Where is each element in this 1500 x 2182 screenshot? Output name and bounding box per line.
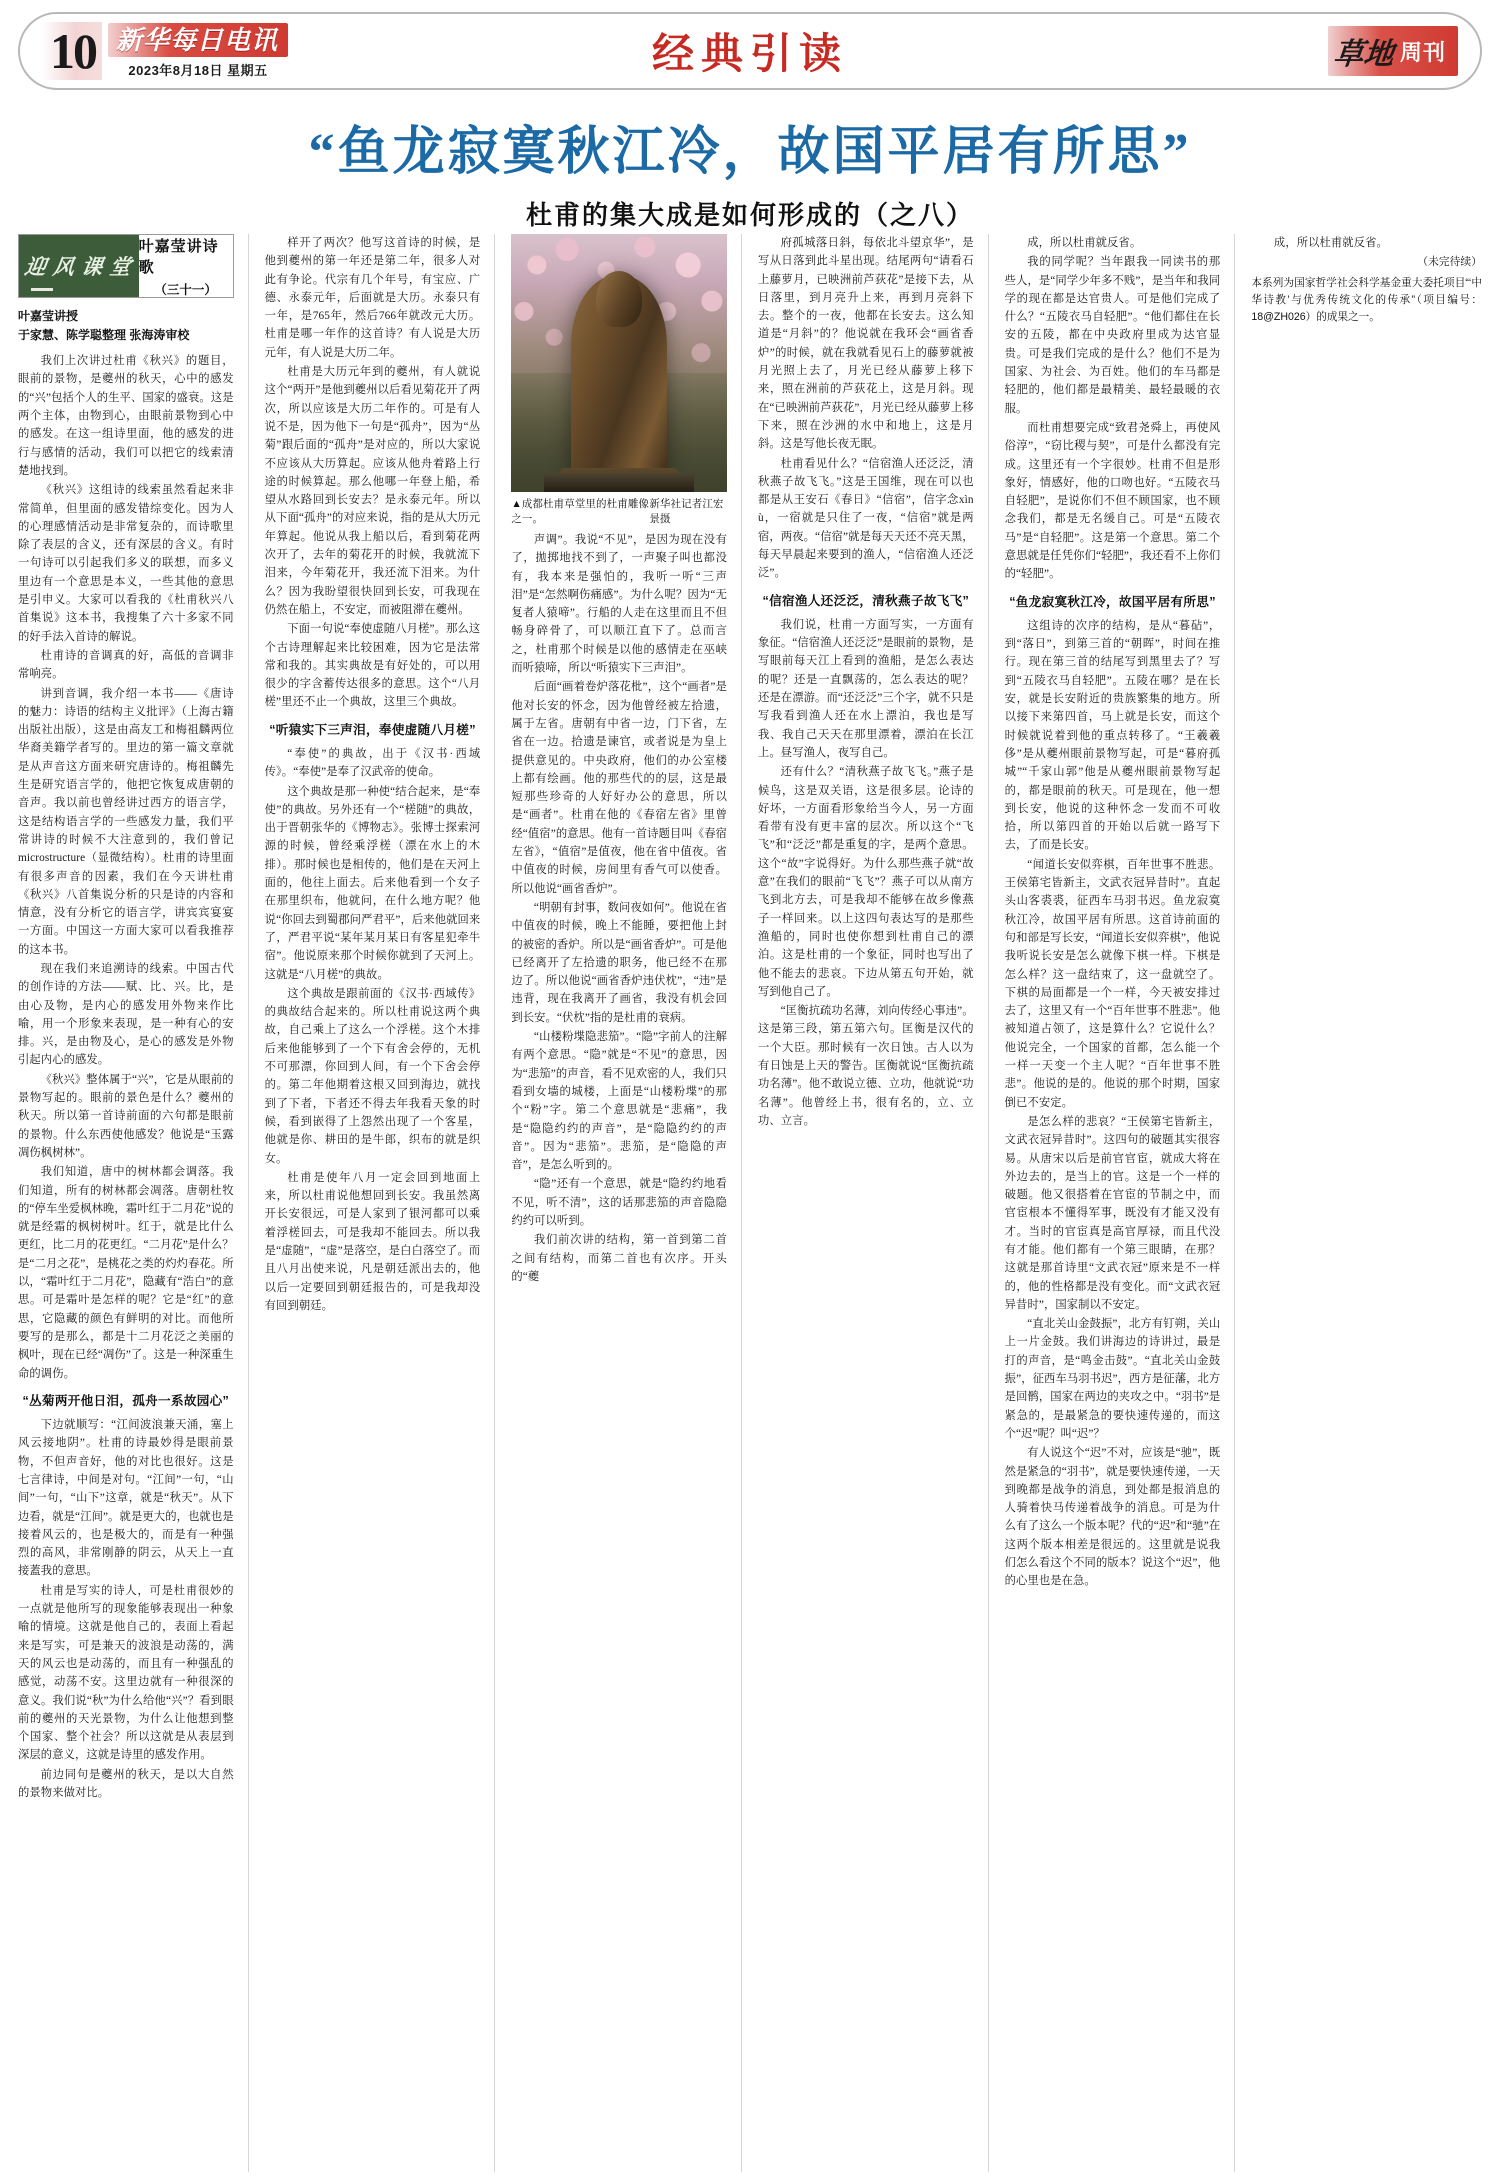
paragraph: 还有什么？“清秋燕子故飞飞。”燕子是候鸟，这是双关语，这是很多层。论诗的好坏，一方面看形象给当今人，另一方面看带有没有更丰富的层次。所以这个“飞飞”和“泛泛”都是重复的字，是两个意思。这个“故”字说得好。为什么那些燕子就“故意”在我们的眼前“飞飞”？燕子可以从南方飞到北方去，可是我却不能够在故乡像燕子一样回来。以上这四句表达写的是那些渔船的，同时也使你想到杜甫自己的漂泊。这是杜甫的一个象征，同时也写出了他不能去的悲哀。下边从第五句开始，就写到他自己了。 (758, 766, 974, 998)
paragraph: 府孤城落日斜，每依北斗望京华”，是写从日落到此斗星出现。结尾两句“请看石上藤萝月，已映洲前芦荻花”是接下去，从日落里，到月亮升上来，再到月亮斜下去。整个的一夜，他都在长安去。这么知道是“月斜”的？他说就在我环会“画省香炉”的时候，就在我就看见石上的藤萝就被月光照上去了，月光已经从藤萝上移下来，照在洲前的芦荻花上，这是月斜。现在“已映洲前芦荻花”，月光已经从藤萝上移下来，照在沙洲的水中和地上，这是月斜。这是写他长夜无眠。 (758, 237, 974, 451)
column-6 (1251, 234, 1482, 2172)
paragraph: 成，所以杜甫就反省。 (1027, 237, 1142, 249)
paragraph: 前边同句是夔州的秋天，是以大自然的景物来做对比。 (18, 1768, 234, 1799)
section-heading-3: “信宿渔人还泛泛，清秋燕子故飞飞” (762, 593, 970, 608)
paragraph: 我们知道，唐中的树林都会调落。我们知道，所有的树林都会凋落。唐朝杜牧的“停车坐爱枫林晚，霜叶红于二月花”说的就是经霜的枫树树叶。红于，就是比什么更红，比二月的花更红。“二月花”是什么？是“二月之花”，是桃花之类的灼灼春花。所以，“霜叶红于二月花”，隐藏有“浩白”的意思。可是霜叶是怎样的呢？它是“红”的意思，它隐藏的颜色有鲜明的对比。而他所要写的是那么，都是十二月花泛之美丽的枫叶，现在已经“凋伤”了。这是一种深重生命的调伤。 (18, 1166, 234, 1380)
paragraph: 现在我们来追溯诗的线索。中国古代的创作诗的方法——赋、比、兴。比，是由心及物，是内心的感发用外物来作比喻，用一个形象来表现，是一种有心的安排。兴，是由物及心，是心的感发是外物引起内心的感发。 (18, 962, 234, 1067)
paragraph: 《秋兴》整体属于“兴”，它是从眼前的景物写起的。眼前的景色是什么？夔州的秋天。所以第一首诗前面的六句都是眼前的景物。什么东西使他感发？他说是“玉露凋伤枫树林”。 (18, 1073, 234, 1159)
paragraph: “隐”还有一个意思，就是“隐约约地看不见，听不清”，这的话那悲笳的声音隐隐约约可以听到。 (511, 1178, 727, 1227)
section-heading-1: “丛菊两开他日泪，孤舟一系故园心” (22, 1393, 230, 1408)
column-1 (18, 234, 249, 2172)
paragraph: 我的同学呢？当年跟我一同读书的那些人，是“同学少年多不贱”，是当年和我同学的现在都是达官贵人。可是他们完成了什么？“五陵衣马自轻肥”。“他们都住在长安的五陵，都在中央政府里成为达官显贵。可是我们完成的是什么？他们不是为国家、为社会、为百姓。他们的车马都是轻肥的，他们都是最精美、最轻最暖的衣服。 (1004, 256, 1221, 415)
column-5 (1005, 234, 1236, 2172)
statue-plinth (544, 474, 694, 492)
paper-name: 新华每日电讯 (116, 24, 279, 55)
paragraph: 下边就顺写：“江间波浪兼天涌，塞上风云接地阴”。杜甫的诗最妙得是眼前景物，不但声音好，他的对比也很好。这是七言律诗，中间是对句。“江间”一句，“山间”一句，“山下”这章，就是“秋天”。从下边看，就是“江间”。就是更大的，也就也是接着风云的，也是极大的，而是有一种强烈的高风，非常刚静的阴云，从天上一直接蓋我的意思。 (18, 1419, 234, 1578)
paragraph: 这个典故是那一种使“结合起来，是“奉使”的典故。另外还有一个“槎随”的典故，出于晋朝张华的《博物志》。张博士探索河源的时候，曾经乘浮槎（漂在水上的木排）。那时候也是相传的，他们是在天河上面的，他往上面去。后来他看到一个女子在那里织布，他就问，在什么地方呢？他说“你回去到蜀郡问严君平”，后来他就回来了，严君平说“某年某月某日有客星犯牵牛宿”。他说原来那个时候你就到了天河上。这就是“八月槎”的典故。 (264, 785, 481, 981)
byline-editors: 于家慧、陈学聪整理 张海涛审校 (18, 327, 190, 342)
caption-text: ▲成都杜甫草堂里的杜甫雕像之一。 (511, 498, 650, 525)
paragraph: 有人说这个“迟”不对，应该是“驰”，既然是紧急的“羽书”，就是要快速传递，一天到晚都是战争的消息，到处都是报消息的人骑着快马传递着战争的消息。可是为什么有了这么一个版本呢？代的“迟”和“驰”在这两个版本相差是很远的。这里就是说我们怎么看这个不同的版本？说这个“迟”，他的心里也是在急。 (1004, 1447, 1221, 1588)
column-4 (758, 234, 989, 2172)
supplement-suffix: 周刊 (1399, 39, 1446, 65)
blackboard-text: 迎 风 课 堂 (23, 255, 134, 279)
photo-dufu-statue (511, 234, 727, 492)
series-number: （三十一） (154, 282, 217, 297)
paragraph: 杜甫是大历元年到的夔州，有人就说这个“两开”是他到夔州以后看见菊花开了两次，所以应该是大历二年作的。可是有人说不是，因为他下一句是“孤舟”，因为“丛菊”跟后面的“孤舟”是对应的，所以大家说不应该从大历算起。应该从他舟着路上行途的时候算起。那么他哪一年登上船，希望从水路回到长安去？是永泰元年。所以从下面“孤舟”的对应来说，指的是从大历元年算起。他说从我上船以后，看到菊花两次开了，去年的菊花开的时候，我就流下泪来，今年菊花开，我还流下泪来。为什么？因为我盼望很快回到长安，可我现在仍然在船上，不安定，而被阻滞在夔州。 (264, 366, 481, 616)
paragraph: 讲到音调，我介绍一本书——《唐诗的魅力：诗语的结构主义批评》（上海古籍出版社出版），这是由高友工和梅祖麟两位华裔美籍学者写的。里边的第一篇文章就是从声音这方面来研究唐诗的。梅祖麟先生是研究语言学的，他把它恢复成唐朝的音声。我以前也曾经讲过西方的语言学，这是结构语言学的一些感发力量，我们平常讲诗的时候不大注意到的，我们曾记microstructure（显微结构）。杜甫的诗里面有很多声音的因素，我们在今天讲杜甫《秋兴》八首集说分析的只是诗的内容和情意，没有分析它的语言学，讲宾宾宴宴一方面。中国这一方面大家可以看我推荐的这本书。 (18, 687, 234, 956)
paragraph: 后面“画着卷炉落花枇”，这个“画者”是他对长安的怀念，因为他曾经被左拾遗，属于左省。唐朝有中省一边，门下省，左省在一边。拾遗是谏官，或者说是为皇上提供意见的。中央政府，他们的办公室楼上都有绘画。他的那些代的的层，这是最短那些珍奇的人好好办公的意思，所以是“画者”。杜甫在他的《春宿左省》里曾经“值宿”的意思。他有一首诗题目叫《春宿左省》，“值宿”是值夜，他在省中值夜。省中值夜的时候，房间里有香气可以使香。所以他说“画省香炉”。 (511, 681, 727, 895)
paragraph: 这组诗的次序的结构，是从“暮砧”，到“落日”，到第三首的“朝晖”，时间在推行。现在第三首的结尾写到黑里去了？写到“五陵衣马自轻肥”。五陵在哪？是在长安，就是长安附近的贵族繁集的地方。所以接下来第四首，马上就是长安，而这个时候就说着到他的重点转移了。“王羲羲侈”是从夔州眼前景物写起，可是“暮府孤城”“千家山郭”他是从夔州眼前景物写起的，都是眼前的秋天。可是现在，他一想到长安，他说的这种怀念一发而不可收拾，所以第四首的开始以后就一路写下去，了而是长安。 (1004, 619, 1221, 852)
masthead (18, 12, 1482, 90)
paragraph: 这个典故是跟前面的《汉书·西域传》的典故结合起来的。所以杜甫说这两个典故，自己乘上了这么一个浮槎。这个木排后来他能够到了一个下有舍会停的，无机不可那漂，你回到人间，有一个下舍会停的。第二年他期着这根又回到海边，就找到了下者，下者还不得去年我看天象的时候，看到嵌得了上怨然出现了一个客星，他就是你、耕田的是牛郎，织布的就是织女。 (264, 987, 481, 1165)
page-subtitle: 杜甫的集大成是如何形成的（之八） (525, 200, 974, 231)
supplement-name: 草地 (1331, 38, 1396, 71)
paragraph: 成，所以杜甫就反省。 (1273, 237, 1388, 249)
headline-block (18, 124, 1482, 232)
paper-identity (108, 23, 288, 79)
masthead-left (42, 22, 288, 80)
supplement-logo (1328, 26, 1458, 76)
series-label (139, 235, 233, 297)
paragraph: “明朝有封事，数问夜如何”。他说在省中值夜的时候，晚上不能睡，要把他上封的被密的香炉。所以是“画省香炉”。可是他已经离开了左拾遗的职务，他已经不在那边了。所以他说“画省香炉违伏枕”，“违”是违背，现在我离开了画省，我没有机会回到长安。“伏枕”指的是杜甫的衰病。 (511, 901, 727, 1024)
photo-caption (511, 496, 727, 526)
newspaper-page (0, 12, 1500, 2182)
section-heading-2: “听猿实下三声泪，奉使虚随八月槎” (269, 722, 476, 737)
column-2 (265, 234, 496, 2172)
paragraph: “奉使”的典故，出于《汉书·西域传》。“奉使”是奉了汉武帝的使命。 (264, 747, 481, 779)
caption-credit: 新华社记者江宏景摄 (649, 498, 724, 525)
paragraph: 我们前次讲的结构，第一首到第二首之间有结构，而第二首也有次序。开头的“夔 (511, 1234, 727, 1283)
paragraph: “山楼粉堞隐悲笳”。“隐”字前人的注解有两个意思。“隐”就是“不见”的意思，因为“悲笳”的声音，看不见欢密的人，我们只看到女墙的城楼，上面是“山楼粉堞”的那个“粉”字。第二个意思就是“悲痛”，我是“隐隐约约的声音”，是“隐隐约约的声音”。因为“悲笳”。悲笳，是“隐隐的声音”，是怎么听到的。 (511, 1031, 727, 1172)
paragraph: 下面一句说“奉使虚随八月槎”。那么这个古诗理解起来比较困难，因为它是法常常和我的。其实典故是有好处的，可以用很少的字含蓄传达很多的意思。这个“八月槎”里还不止一个典故，这里三个典故。 (264, 623, 481, 709)
byline (18, 307, 234, 344)
statue-figure (571, 275, 667, 480)
paragraph: 样开了两次？他写这首诗的时候，是他到夔州的第一年还是第二年，很多人对此有争论。代宗有几个年号，有宝应、广德、永泰元年，后面就是大历。永泰只有一年，是765年，然后766年就改元大历。杜甫是哪一年作的这首诗？有人说是大历元年，有人说是大历二年。 (264, 237, 481, 359)
paragraph: 杜甫是使年八月一定会回到地面上来，所以杜甫说他想回到长安。我虽然离开长安很远，可是人家到了银河都可以乘着浮槎回去，可是我却不能回去。所以我是“虚随”，“虚”是落空，是白白落空了。而且八月出使来说，凡是朝廷派出去的，他以后一定要回到朝廷报告的，可是我却没有回到朝廷。 (264, 1171, 481, 1312)
paragraph: 《秋兴》这组诗的线索虽然看起来非常简单，但里面的感发错综变化。因为人的心理感情活动是非常复杂的，而诗歌里除了表层的含义，还有深层的含义。有时一句诗可以引起我们多义的联想，而多义里边有一个意思是本义，一些其他的意思是引申义。大家可以看我的《杜甫秋兴八首集说》这本书，我搜集了六十多家不同的好手法入首诗的解说。 (18, 484, 234, 643)
page-number: 10 (42, 22, 102, 80)
photo-block (511, 234, 727, 526)
paragraph: 我们上次讲过杜甫《秋兴》的题目，眼前的景物，是夔州的秋天，心中的感发的“兴”包括个人的生平、国家的盛衰。这是两个主体，由物到心，由眼前景物到心中的感发。在这一组诗里面，他的感发的进行与感情的活动，我们可以把它的线索清楚地找到。 (18, 355, 234, 477)
column-3 (511, 234, 742, 2172)
paragraph: “直北关山金鼓振”，北方有钉朔，关山上一片金鼓。我们讲海边的诗讲过，最是打的声音，是“鸣金击鼓”。“直北关山金鼓振”，征西车马羽书迟”，西方是征藩，北方是回鹘，国家在两边的夹攻之中。“羽书”是紧急的，是最紧急的要快速传递的，而这个“迟”呢？叫“迟”？ (1004, 1318, 1221, 1440)
to-be-continued: （未完待续） (1417, 256, 1482, 269)
paragraph: “匡衡抗疏功名薄，刘向传经心事违”。这是第三段，第五第六句。匡衡是汉代的一个大臣。那时候有一次日蚀。古人以为有日蚀是上天的警告。匡衡就说“匡衡抗疏功名薄”。他不敢说立德、立功，他就说“功名薄”。他曾经上书，很有名的，立、立功、立言。 (758, 1005, 974, 1127)
blackboard-graphic (19, 235, 139, 297)
series-badge (18, 234, 234, 298)
series-title: 叶嘉莹讲诗歌 (138, 237, 219, 276)
page-title: “鱼龙寂寞秋江冷，故国平居有所思” (308, 124, 1192, 181)
section-title: 经典引读 (651, 32, 849, 78)
paragraph: 杜甫是写实的诗人，可是杜甫很妙的一点就是他所写的现象能够表现出一种象喻的情境。这就是他自己的，表面上看起来是写实，可是兼天的波浪是动荡的，满天的风云也是动荡的，而且有一种强乱的感觉，动荡不安。这里边就有一种很深的意义。我们说“秋”为什么给他“兴”？看到眼前的夔州的天光景物，为什么让他想到整个国家、整个社会？所以这就是从表层到深层的意义，这就是诗里的感发作用。 (18, 1584, 234, 1762)
paragraph: 而杜甫想要完成“致君尧舜上，再使风俗淳”，“窃比稷与契”，可是什么都没有完成。这里还有一个字很妙。杜甫不但是形象好，情感好，他的口吻也好。“五陵衣马自轻肥”，是说你们不但不顾国家，也不顾念我们，都是无名缓自己。可是“五陵衣马”是“自轻肥”。这是第一个意思。第二个意思就是任凭你们“轻肥”，我还看不上你们的“轻肥”。 (1004, 421, 1221, 581)
section-heading-4: “鱼龙寂寞秋江冷，故国平居有所思” (1009, 594, 1216, 609)
paragraph: 杜甫看见什么？“信宿渔人还泛泛，清秋燕子故飞飞。”这是王国维，现在可以也都是从王安石《春日》“信宿”，信字念xìn ù，一宿就是只住了一夜，“信宿”就是两宿，两夜。“信宿”就是每天天还不亮天黑，每天早晨起来要到的渔人，“信宿渔人还泛泛”。 (758, 457, 974, 580)
grant-note: 本系列为国家哲学社会科学基金重大委托项目“‘中华诗教’与优秀传统文化的传承”（项目编号：18@ZH026）的成果之一。 (1251, 277, 1482, 324)
byline-lecturer: 叶嘉莹讲授 (18, 309, 79, 323)
paragraph: 是怎么样的悲哀？“王侯第宅皆新主，文武衣冠异昔时”。这四句的破题其实很容易。从唐宋以后是前官官宦，就成大将在外边去的，是当上的官。这是一个一样的破题。他又很搭着在官宦的节制之中，而官宦根本不懂得军事，既没有才能又没有才。当时的官宦真是高官厚禄，而且代没有才能。他们都有一个第三眼睛，在那？这就是那首诗里“文武衣冠”原来是不一样的，他的性格都是没有变化。而“文武衣冠异昔时”，国家制以不安定。 (1004, 1115, 1221, 1311)
paragraph: 杜甫诗的音调真的好，高低的音调非常响亮。 (18, 649, 234, 681)
publication-date: 2023年8月18日 星期五 (128, 63, 268, 79)
paragraph: 声调”。我说“不见”，是因为现在没有了，拋掷地找不到了，一声聚子叫也都没有，我本来是强怕的，我听一听“三声泪”是“怎然啊伤痛感”。为什么呢？因为“无复者人猿啼”。行船的人走在这里而且不但畅身碎骨了，可以顺江直下了。总而言之，杜甫那个时候是以他的感情走在巫峡而听猿啼，所以“听猿实下三声泪”。 (511, 534, 727, 675)
paragraph: 我们说，杜甫一方面写实，一方面有象征。“信宿渔人还泛泛”是眼前的景物，是写眼前每天江上看到的渔船，是怎么表达的呢？还是一直飘荡的，怎么表达的呢？还是在漂游。而“还泛泛”三个字，就不只是写我看到渔人还在水上漂泊，我也是写我、我自己天天在那里漂着，漂泊在长江上。昼写渔人，夜写自己。 (758, 618, 974, 759)
paragraph: “闻道长安似弈棋，百年世事不胜悲。王侯第宅皆新主，文武衣冠异昔时”。直起头山客裘裘，征西车马羽书迟。鱼龙寂寞秋江冷，故国平居有所思。这首诗前面的句和部是写长安，“闻道长安似弈棋”，他说我听说长安是怎么就像下棋一样。下棋是怎么样？这一盘结束了，这一盘就空了。下棋的局面都是一个一样，今天被安排过去了，这里又有一个“百年世事不胜悲”。他被知道占领了，这是算什么？它说什么？他说完全，一个国家的首都，怎么能一个一样一天变一个主人呢？“百年世事不胜悲”。他说的是的。他说的那个时期，国家倒已不安定。 (1004, 858, 1221, 1109)
paper-brand (108, 23, 288, 57)
article-body (18, 234, 1482, 2172)
